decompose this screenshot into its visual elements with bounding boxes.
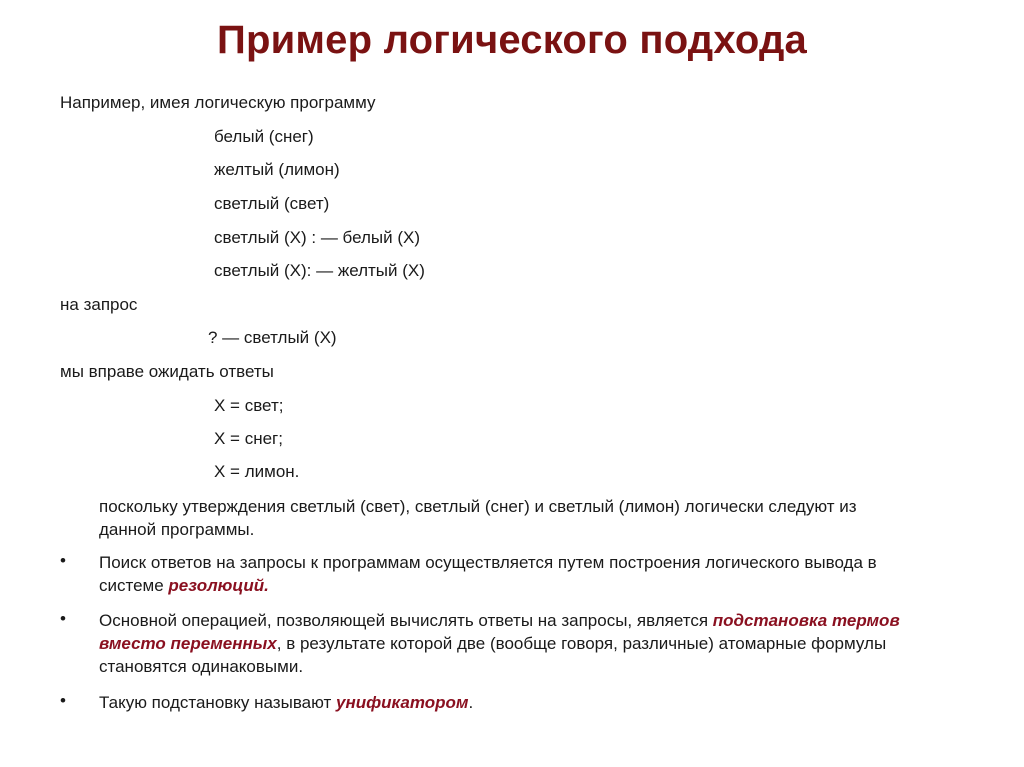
bullet-text-end: . <box>264 576 269 595</box>
highlight-term: подстановка термов вместо переменных <box>99 611 900 653</box>
answer-line: X = снег; <box>214 429 283 448</box>
bullet-text-end: , в результате которой две (вообще говоря, различные) атомарные формулы становятся одинаковыми. <box>99 634 887 676</box>
query-text: ? — светлый (X) <box>208 328 337 347</box>
bullet-item <box>99 609 969 678</box>
explanation-text: поскольку утверждения светлый (свет), светлый (снег) и светлый (лимон) логически следуют из данной программы. <box>99 497 857 539</box>
slide-title: Пример логического подхода <box>217 18 807 62</box>
bullet-text-end: . <box>468 693 474 712</box>
bullet-text: Такую подстановку называют <box>99 693 337 712</box>
bullet-marker: • <box>60 551 66 570</box>
program-line: светлый (свет) <box>214 194 330 213</box>
answer-line: X = лимон. <box>214 462 300 481</box>
program-line: белый (снег) <box>214 127 314 146</box>
highlight-term: унификатором <box>336 693 469 712</box>
bullet-marker: • <box>60 691 66 710</box>
query-label: на запрос <box>60 295 138 314</box>
bullet-text: Поиск ответов на запросы к программам осуществляется путем построения логического вывода в системе <box>99 553 877 595</box>
bullet-item <box>99 691 929 714</box>
highlight-term: резолюций <box>168 576 265 595</box>
program-line: светлый (X): — желтый (X) <box>214 261 425 280</box>
answers-label: мы вправе ожидать ответы <box>60 362 274 381</box>
program-line: желтый (лимон) <box>214 160 340 179</box>
answer-line: X = свет; <box>214 396 284 415</box>
intro-text: Например, имея логическую программу <box>60 93 376 112</box>
bullet-text: Основной операцией, позволяющей вычислять ответы на запросы, является <box>99 611 713 630</box>
bullet-marker: • <box>60 609 66 628</box>
program-line: светлый (X) : — белый (X) <box>214 228 421 247</box>
bullet-item <box>99 551 929 597</box>
